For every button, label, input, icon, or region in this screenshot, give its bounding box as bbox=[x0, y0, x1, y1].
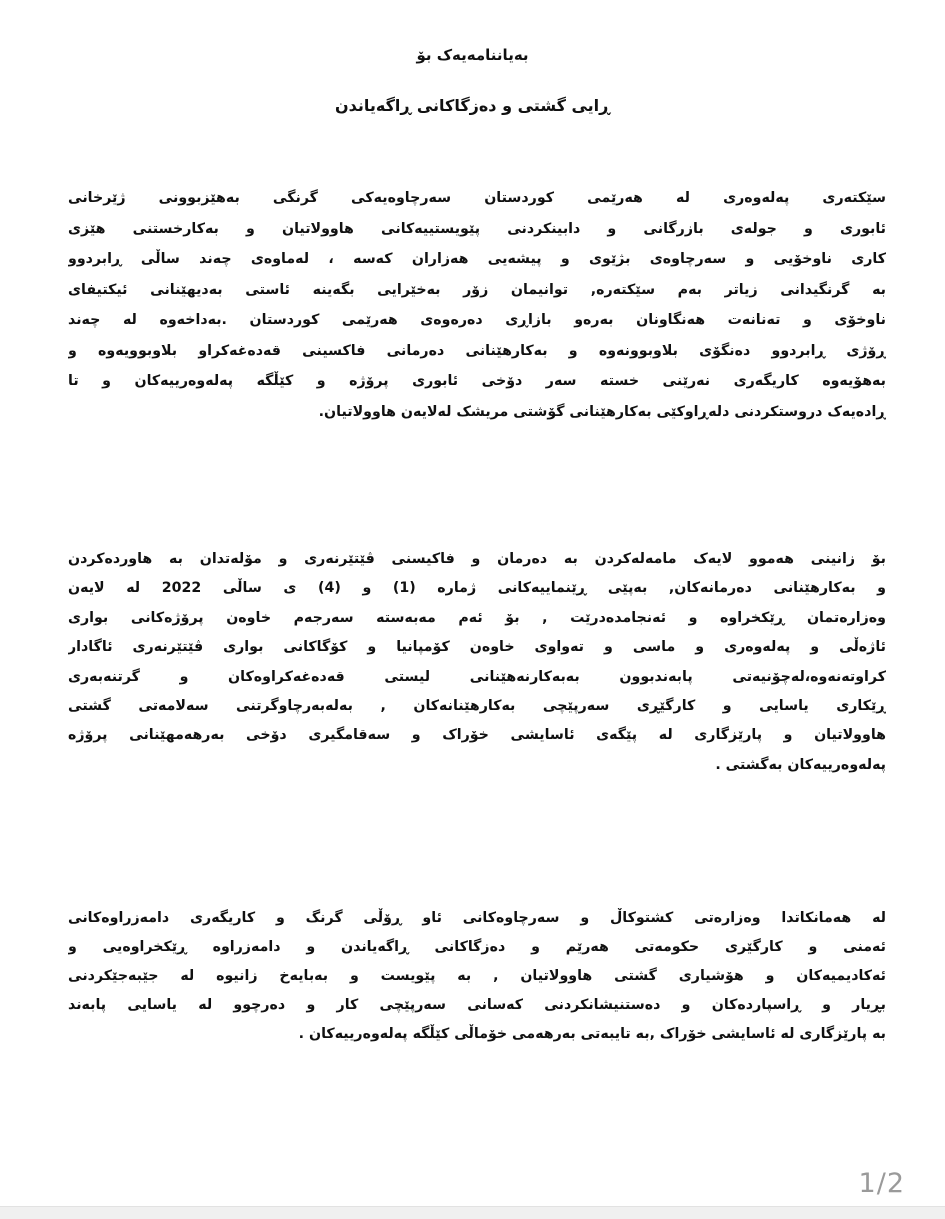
paragraph-line: ئەمنی و کارگێری حکومەتی هەرێم و دەزگاکانی ڕاگەیاندن و دامەزراوە ڕێکخراوەیی و bbox=[68, 939, 886, 955]
paragraph-line: بەهۆیەوە کاریگەری نەرێنی خستە سەر دۆخی ئابوری پرۆژە و کێڵگە پەلەوەرییەکان و تا bbox=[68, 373, 886, 389]
page-indicator: 1/2 bbox=[858, 1168, 905, 1199]
paragraph-line: ئەکادیمیەکان و هۆشیاری گشتی هاوولاتیان , بە پێویست و بەبایەخ زانیوە لە جێبەجێکردنی bbox=[68, 968, 886, 984]
paragraph-line: کراوتەنەوە،لەچۆنیەتی پابەندبوون بەبەکارنەهێنانی لیستی قەدەغەکراوەکان و گرتنەبەری bbox=[68, 668, 886, 685]
paragraph-line: سێکتەری پەلەوەری لە هەرێمی کوردستان سەرچاوەیەکی گرنگی بەهێزبوونی ژێرخانی bbox=[68, 190, 886, 206]
paragraph-line: و بەکارهێنانی دەرمانەکان, بەپێی ڕێنماییەکانی ژمارە (1) و (4) ی ساڵی 2022 لە لایەن bbox=[68, 580, 886, 597]
paragraph-line: ڕێکاری یاسایی و کارگێڕی سەرپێچی بەکارهێنانەکان , بەلەبەرچاوگرتنی سەلامەتی گشتی bbox=[68, 697, 886, 714]
paragraph-line: ئابوری و جولەی بازرگانی و دابینکردنی پێویستییەکانی هاوولاتیان و بەکارخستنی هێزی bbox=[68, 220, 886, 237]
paragraph-2 bbox=[68, 545, 886, 780]
paragraph-line: بە پارێزگاری لە ئاسایشی خۆراک ,بە تایبەتی بەرهەمی خۆماڵی کێڵگە پەلەوەرییەکان . bbox=[298, 1026, 886, 1042]
paragraph-line: بە گرنگیدانی زیاتر بەم سێکتەرە, توانیمان زۆر بەخێرایی بگەینە ئاستی بەدیهێنانی ئیکتیفای bbox=[68, 281, 886, 298]
paragraph-1 bbox=[68, 183, 886, 427]
paragraph-line: ڕۆژی ڕابردوو دەنگۆی بلاوبوونەوە و بەکارهێنانی دەرمانی فاکسینی قەدەغەکراو بلاوبوویەوە و bbox=[68, 342, 886, 359]
paragraph-line: وەزارەتمان ڕێکخراوە و ئەنجامدەدرێت , بۆ ئەم مەبەستە سەرجەم خاوەن پرۆژەکانی بواری bbox=[68, 609, 886, 626]
paragraph-line: ئاژەڵی و پەلەوەری و ماسی و تەواوی خاوەن کۆمپانیا و کۆگاکانی بواری ڤێتێرنەری ئاگادار bbox=[68, 639, 886, 656]
viewer-bottom-bar bbox=[0, 1206, 945, 1219]
paragraph-3 bbox=[68, 904, 886, 1049]
paragraph-line: بۆ زانینی هەموو لایەک مامەلەکردن بە دەرمان و فاکیسنی ڤێتێرنەری و مۆلەتدان بە هاوردەکردن bbox=[68, 551, 886, 567]
paragraph-line: بڕیار و ڕاسپاردەکان و دەستنیشانکردنی کەسانی سەرپێچی کار و دەرچوو لە یاسایی پابەند bbox=[68, 997, 886, 1013]
paragraph-line: هاوولاتیان و پارێزگاری لە پێگەی ئاسایشی خۆراک و سەقامگیری دۆخی بەرهەمهێنانی پرۆژە bbox=[68, 727, 886, 744]
paragraph-line: ڕادەیەک دروستکردنی دلەڕاوکێی بەکارهێنانی گۆشتی مریشک لەلایەن هاوولاتیان. bbox=[318, 403, 886, 420]
paragraph-line: ناوخۆی و تەنانەت هەنگاونان بەرەو بازاڕی دەرەوەی هەرێمی کوردستان .بەداخەوە لە چەند bbox=[68, 312, 886, 328]
paragraph-line: پەلەوەرییەکان بەگشتی . bbox=[715, 756, 886, 773]
paragraph-line: کاری ناوخۆیی و سەرچاوەی بژێوی و پیشەیی هەزاران کەسە ، لەماوەی چەند ساڵی ڕابردوو bbox=[68, 251, 886, 267]
document-title-line-2: ڕایی گشتی و دەزگاکانی ڕاگەیاندن bbox=[334, 96, 611, 115]
paragraph-line: لە هەمانکاتدا وەزارەتی کشتوکاڵ و سەرچاوەکانی ئاو ڕۆڵی گرنگ و کاریگەری دامەزراوەکانی bbox=[68, 910, 886, 926]
document-title-line-1: بەیاننامەیەک بۆ bbox=[416, 46, 529, 64]
